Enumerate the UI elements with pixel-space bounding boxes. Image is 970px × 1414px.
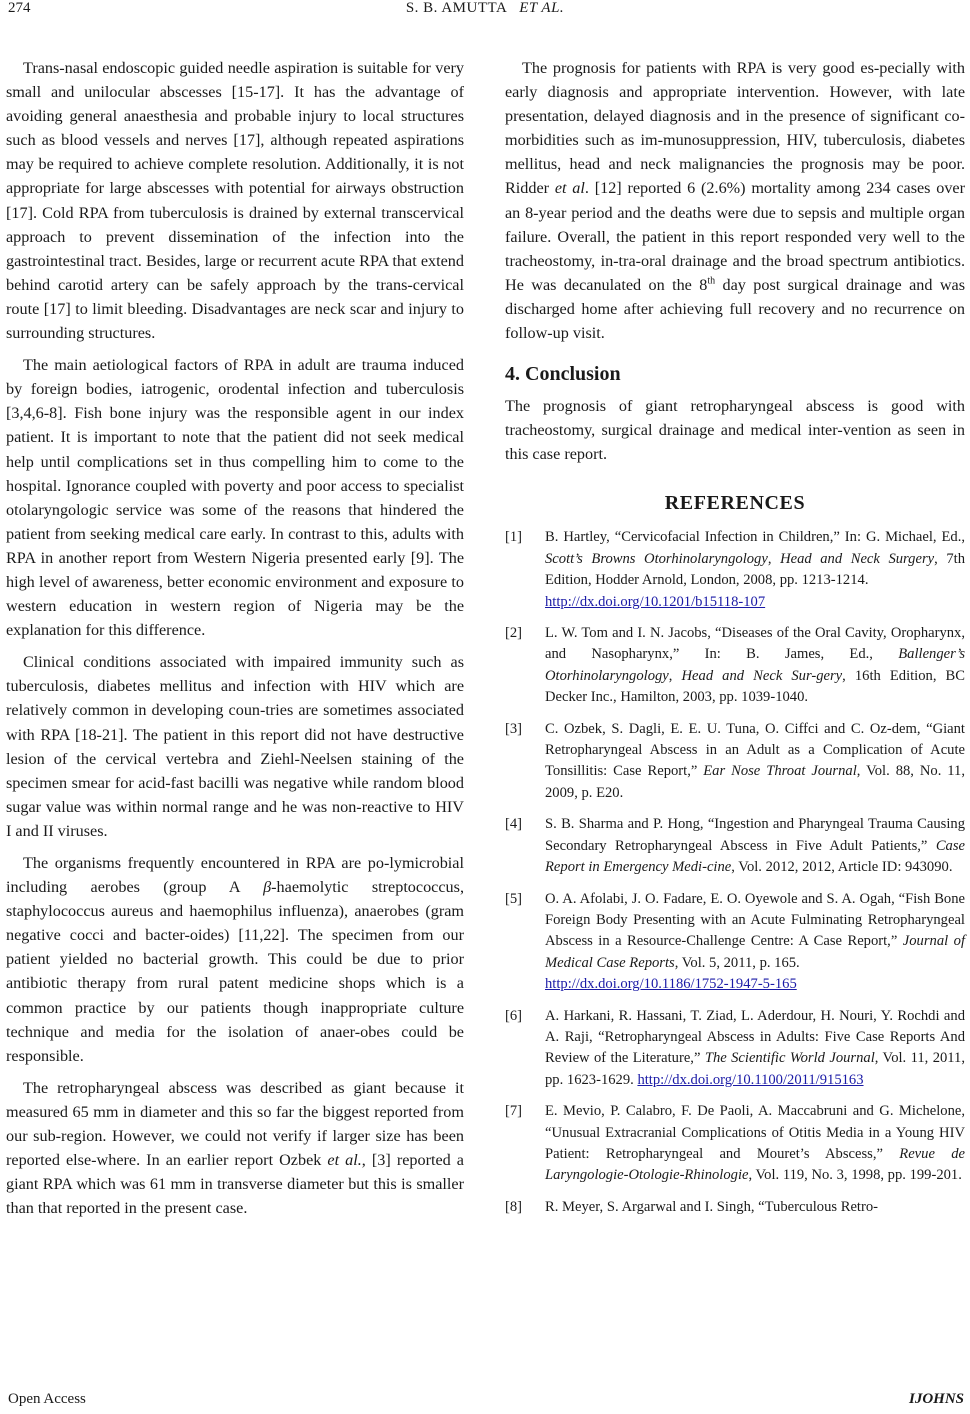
reference-doi-link[interactable]: http://dx.doi.org/10.1201/b15118-107 <box>545 593 766 610</box>
footer-open-access: Open Access <box>8 1391 86 1407</box>
reference-text: O. A. Afolabi, J. O. Fadare, E. O. Oyewole and S. A. Ogah, “Fish Bone Foreign Body Presenting with an Acute Fulminating Retropharyngeal Abscess in a Resource-Challenge Centre: A Case Report,” Journal of Medical Case Reports, Vol. 5, 2011, p. 165. http://dx.doi.org/10.1186/1752-1947-5-165 <box>545 889 965 996</box>
conclusion-paragraph: The prognosis of giant retropharyngeal abscess is good with tracheostomy, surgical drainage and medical inter-vention as seen in this case report. <box>505 397 965 464</box>
reference-number: [6] <box>505 1007 523 1024</box>
reference-number: [4] <box>505 816 523 833</box>
footer-journal-name: IJOHNS <box>908 1391 964 1407</box>
running-head-etal: ET AL. <box>519 0 565 16</box>
reference-text: E. Mevio, P. Calabro, F. De Paoli, A. Maccabruni and G. Michelone, “Unusual Extracranial Complications of Otitis Media in a Young HIV Patient: Retropharyngeal and Mouret’s Abscess,” Revue de Laryngologie-Otologie-Rhinologie, Vol. 119, No. 3, 1998, pp. 199-201. <box>545 1103 966 1184</box>
giant-text-start: The retropharyngeal abscess was described as giant because it measured 65 mm in diameter and this so far the biggest reported from our sub-region. However, we could not verify if larger size has been reported else-where. In an earlier report Ozbek <box>6 1078 464 1170</box>
reference-item <box>505 1006 965 1092</box>
references-heading: REFERENCES <box>664 492 806 515</box>
running-head <box>0 0 970 17</box>
paragraph-giant-abscess <box>6 1076 464 1221</box>
reference-item <box>505 719 965 805</box>
reference-text: A. Harkani, R. Hassani, T. Ziad, L. Aderdour, H. Nouri, Y. Rochdi and A. Raji, “Retropharyngeal Abscess in Adults: Five Case Reports And Review of the Literature,” The Scientific World Journal, Vol. 11, 2011, pp. 1623-1629. http://dx.doi.org/10.1100/2011/915163 <box>545 1007 966 1088</box>
organisms-text-end: -haemolytic streptococcus, staphylococcus aureus and haemophilus influenza), anaerobes (gram negative cocci and bacter-oides) [11,22]. The specimen from our patient yielded no bacterial growth. This could be due to prior antibiotic therapy from rural patent medicine shops which is a common practice by our patients though inappropriate culture technique and media for the isolation of anaer-obes could be responsible. <box>6 878 464 1065</box>
reference-number: [7] <box>505 1103 523 1120</box>
reference-number: [1] <box>505 529 523 546</box>
reference-item <box>505 527 965 613</box>
reference-item <box>505 1197 965 1218</box>
prognosis-text-mid: . [12] reported 6 (2.6%) mortality among 234 cases over an 8-year period and the deaths were due to sepsis and multiple organ failure. Overall, the patient in this report responded very well to the tracheostomy, in-tra-oral drainage and the broad spectrum antibiotics. He was decanulated on the 8 <box>505 179 966 294</box>
reference-text: B. Hartley, “Cervicofacial Infection in Children,” In: G. Michael, Ed., Scott’s Browns Otorhinolaryngology, Head and Neck Surgery, 7th Edition, Hodder Arnold, London, 2008, pp. 1213-1214. http://dx.doi.org/10.1201/b15118-107 <box>545 527 965 613</box>
paragraph-aetiological-factors: The main aetiological factors of RPA in adult are trauma induced by foreign bodies, iatrogenic, orodental infection and tuberculosis [3,4,6-8]. Fish bone injury was the responsible agent in our index patient. It is important to note that the patient did not seek medical help until complications set in thus compelling him to come to the hospital. Ignorance coupled with poverty and poor access to specialist otolaryngologic service was some of the reasons that hindered the patient from seeking medical care early. In contrast to this, adults with RPA in another report from Western Nigeria presented early [9]. The high level of awareness, better economic environment and exposure to western education in western region of Nigeria may be the explanation for this difference. <box>6 356 464 640</box>
reference-text: L. W. Tom and I. N. Jacobs, “Diseases of the Oral Cavity, Oropharynx, and Nasopharynx,” In: B. James, Ed., Ballenger’s Otorhinolaryngology, Head and Neck Sur-gery, 16th Edition, BC Decker Inc., Hamilton, 2003, pp. 1039-1040. <box>545 625 966 706</box>
conclusion-heading: 4. Conclusion <box>505 363 621 386</box>
beta-symbol: β <box>263 878 272 897</box>
paragraph-impaired-immunity: Clinical conditions associated with impaired immunity such as tuberculosis, diabetes mellitus and infection with HIV which are relatively common in developing coun-tries are sometimes associated with RPA [18-21]. The patient in this report did not have destructive lesion of the cervical vertebra and Ziehl-Neelsen staining of the specimen smear for acid-fast bacilli was negative while random blood sugar value was within normal range and he was non-reactive to HIV I and II viruses. <box>6 653 464 840</box>
reference-text: S. B. Sharma and P. Hong, “Ingestion and Pharyngeal Trauma Causing Secondary Retropharyngeal Abscess in Five Adult Patients,” Case Report in Emergency Medi-cine, Vol. 2012, 2012, Article ID: 943090. <box>545 816 965 876</box>
reference-item <box>505 814 965 878</box>
reference-number: [5] <box>505 890 523 907</box>
paragraph-needle-aspiration: Trans-nasal endoscopic guided needle aspiration is suitable for very small and unilocular abscesses [15-17]. It has the advantage of avoiding general anaesthesia and probable injury to local structures such as blood vessels and nerves [17], although repeated aspirations may be required to achieve complete resolution. Additionally, it is not appropriate for large abscesses with potential for airways obstruction [17]. Cold RPA from tuberculosis is drained by external transcervical approach to prevent dissemination of the infection into the gastrointestinal tract. Besides, large or recurrent acute RPA that extend behind carotid artery can be safely approach by the trans-cervical route [17] to limit bleeding. Disadvantages are neck scar and injury to surrounding structures. <box>6 59 464 343</box>
prognosis-etal: et al <box>554 179 585 198</box>
giant-text-end: , [3] reported a giant RPA which was 61 mm in transverse diameter but this is smaller than that reported in the present case. <box>6 1151 464 1218</box>
reference-text: R. Meyer, S. Argarwal and I. Singh, “Tuberculous Retro- <box>545 1198 879 1215</box>
giant-etal: et al. <box>327 1151 362 1170</box>
page-number: 274 <box>8 0 31 16</box>
reference-number: [8] <box>505 1198 523 1215</box>
reference-text: C. Ozbek, S. Dagli, E. E. U. Tuna, O. Ciffci and C. Oz-dem, “Giant Retropharyngeal Abscess in an Adult as a Complication of Acute Tonsillitis: Case Report,” Ear Nose Throat Journal, Vol. 88, No. 11, 2009, p. E20. <box>545 720 965 801</box>
prognosis-text-start: The prognosis for patients with RPA is very good es-pecially with early diagnosis and appropriate intervention. However, with late presentation, delayed diagnosis and in the presence of significant co-morbidities such as im-munosuppression, HIV, tuberculosis, diabetes mellitus, head and neck malignancies the prognosis may be poor. Ridder <box>505 59 965 198</box>
reference-item <box>505 1101 965 1187</box>
organisms-text-start: The organisms frequently encountered in RPA are po-lymicrobial including aerobes (group A <box>6 854 464 897</box>
running-head-authors: S. B. AMUTTA <box>405 0 507 16</box>
reference-doi-link[interactable]: http://dx.doi.org/10.1186/1752-1947-5-165 <box>545 976 797 993</box>
prognosis-text-end: day post surgical drainage and was discharged home after achieving full recovery and no recurrence on follow-up visit. <box>505 275 965 343</box>
reference-item <box>505 623 965 709</box>
right-column <box>505 56 965 1228</box>
left-column <box>6 56 464 1220</box>
reference-doi-link[interactable]: http://dx.doi.org/10.1100/2011/915163 <box>637 1071 864 1088</box>
paragraph-prognosis <box>505 56 965 345</box>
reference-number: [3] <box>505 720 523 737</box>
reference-number: [2] <box>505 625 523 642</box>
reference-item <box>505 889 965 996</box>
prognosis-superscript: th <box>707 275 716 287</box>
paragraph-organisms <box>6 851 464 1068</box>
